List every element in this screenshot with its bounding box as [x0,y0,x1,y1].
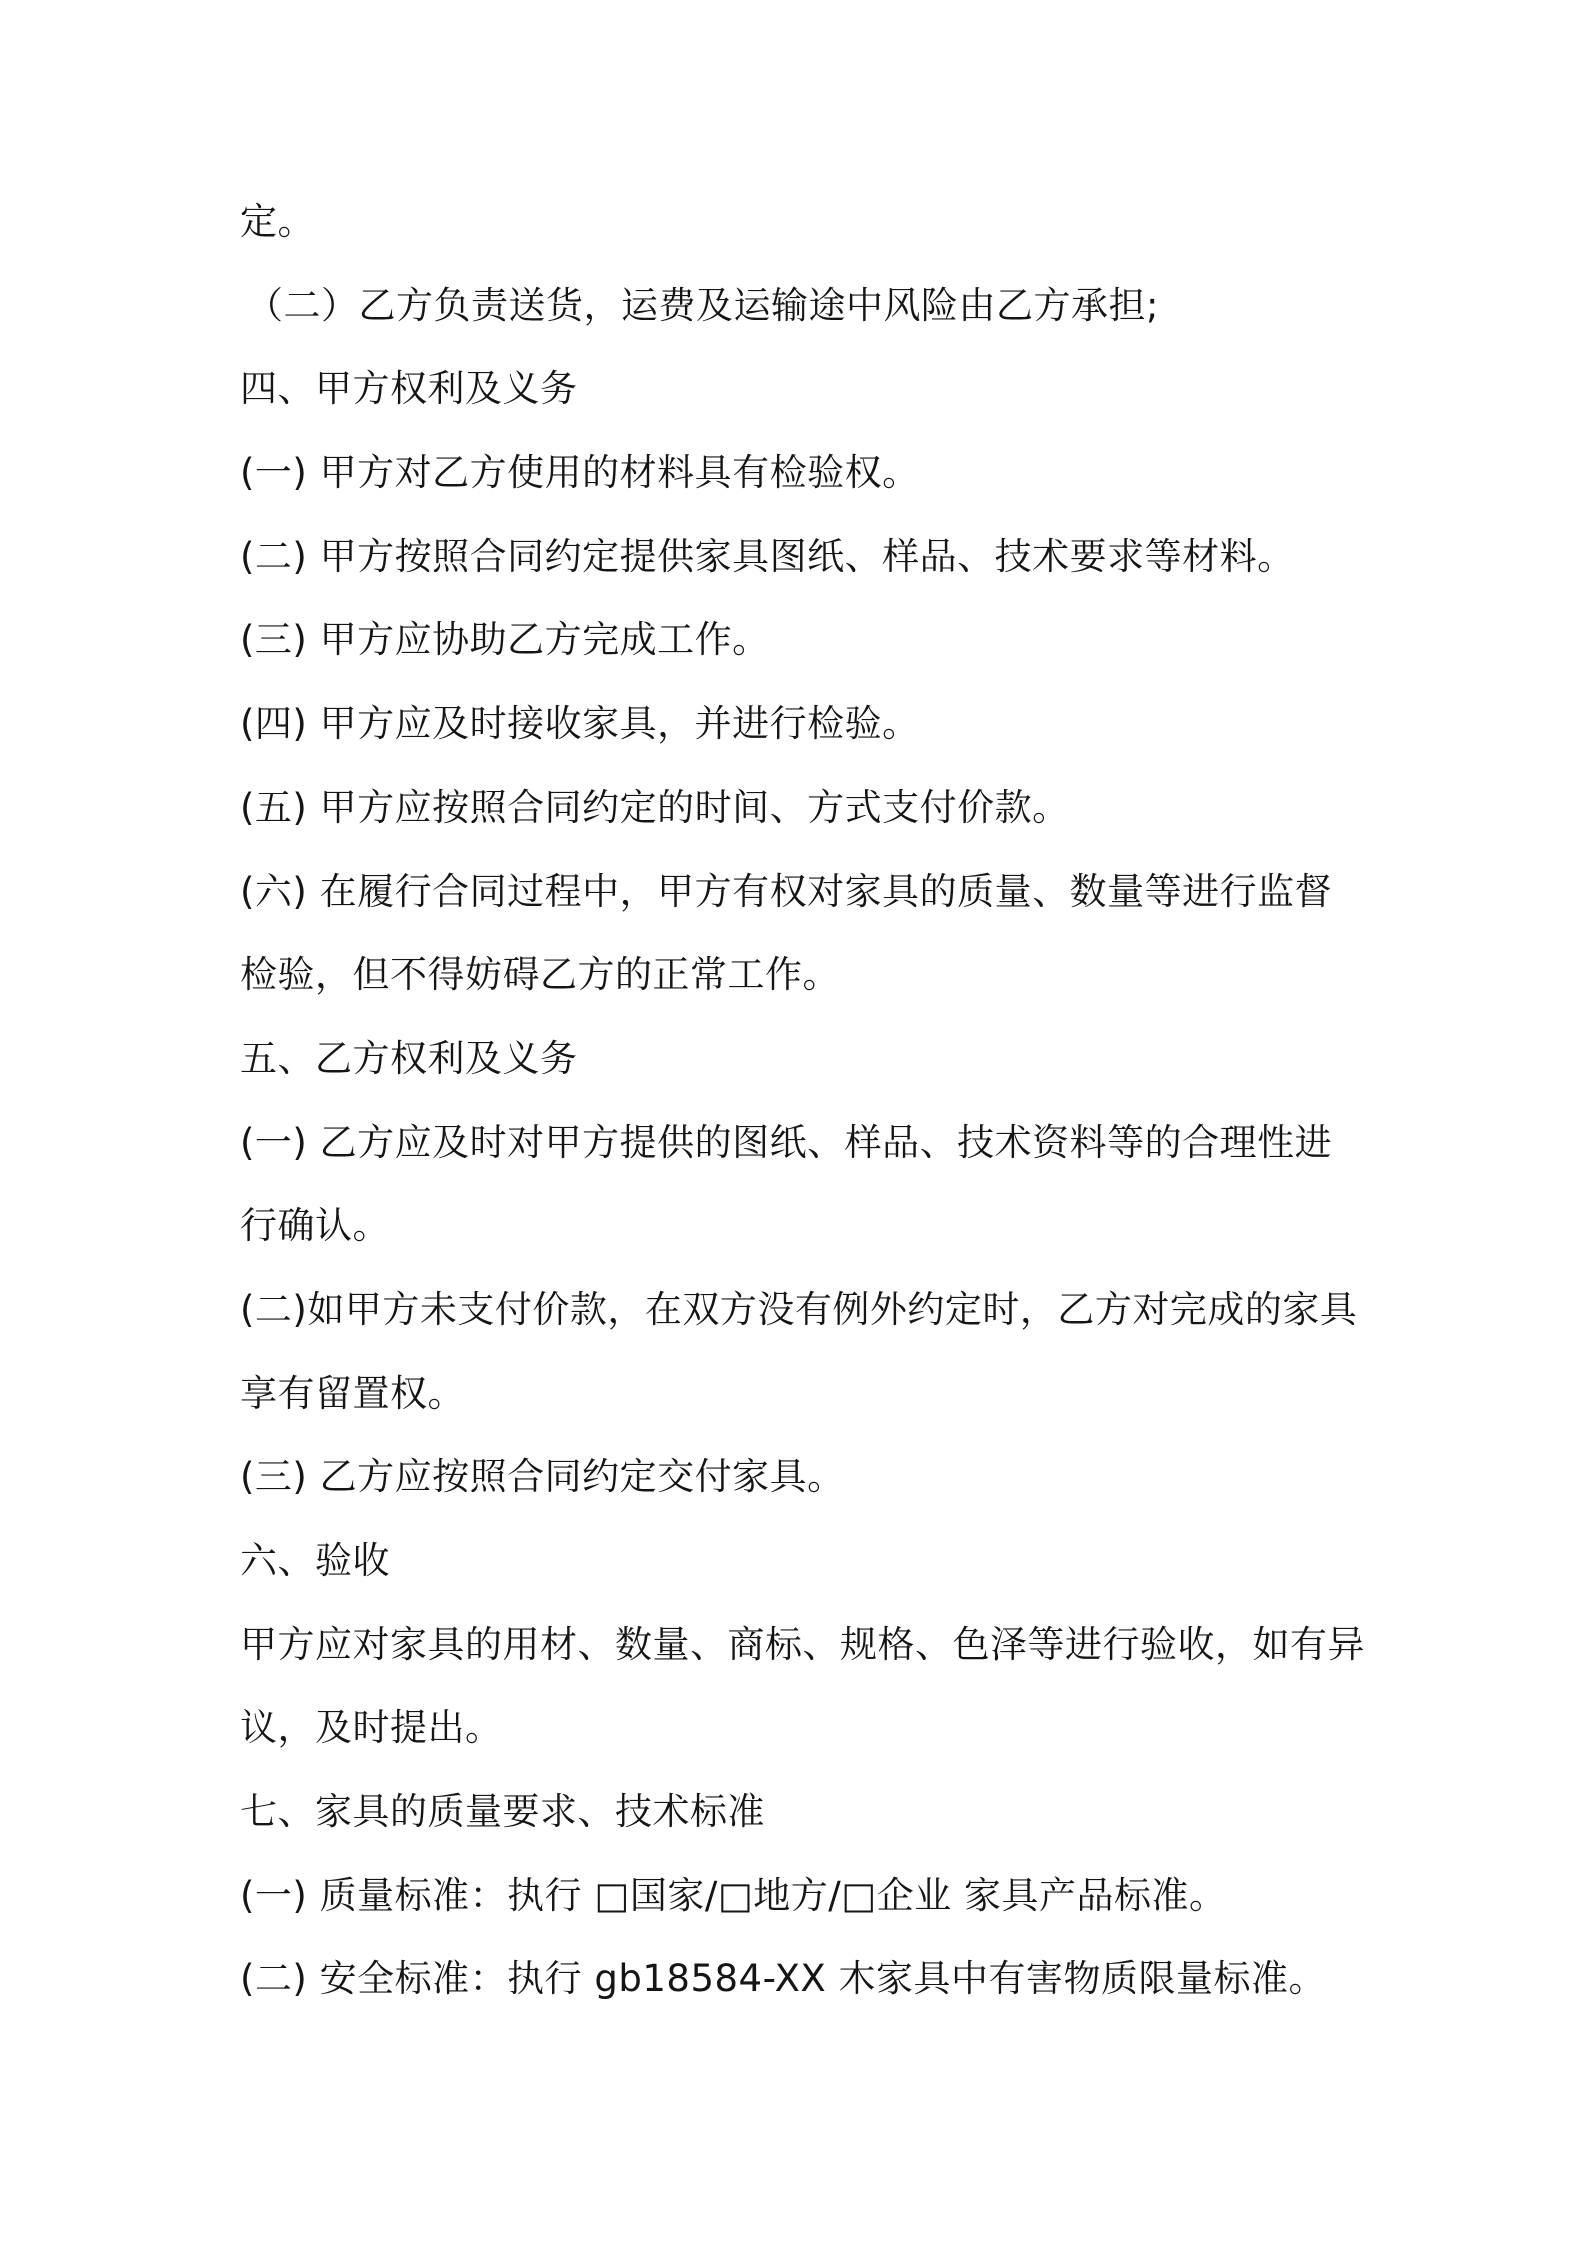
text-line: 检验，但不得妨碍乙方的正常工作。 [240,953,840,997]
text-line: (三) 乙方应按照合同约定交付家具。 [240,1455,845,1499]
text-line: 定。 [240,200,315,243]
text-line: (四) 甲方应及时接收家具，并进行检验。 [240,702,920,746]
section-heading: 四、甲方权利及义务 [240,367,578,411]
text-line: (一) 乙方应及时对甲方提供的图纸、样品、技术资料等的合理性进 [240,1120,1333,1164]
text-line: 享有留置权。 [240,1371,465,1415]
text-line: 甲方应对家具的用材、数量、商标、规格、色泽等进行验收，如有异 [240,1622,1365,1666]
text-line: (一) 质量标准：执行 □国家/□地方/□企业 家具产品标准。 [240,1873,1227,1917]
text-line: (二)如甲方未支付价款，在双方没有例外约定时，乙方对完成的家具 [240,1287,1358,1331]
text-line: 议，及时提出。 [240,1706,503,1750]
text-line: (五) 甲方应按照合同约定的时间、方式支付价款。 [240,785,1070,829]
section-heading: 七、家具的质量要求、技术标准 [240,1790,765,1834]
text-line: (三) 甲方应协助乙方完成工作。 [240,618,770,662]
document-body [240,197,1365,2038]
text-line: (六) 在履行合同过程中，甲方有权对家具的质量、数量等进行监督 [240,869,1333,913]
section-heading: 六、验收 [240,1539,390,1582]
section-heading: 五、乙方权利及义务 [240,1036,578,1080]
text-line: （二）乙方负责送货，运费及运输途中风险由乙方承担; [246,283,1159,327]
text-line: (二) 甲方按照合同约定提供家具图纸、样品、技术要求等材料。 [240,534,1295,578]
text-line: (二) 安全标准：执行 gb18584-XX 木家具中有害物质限量标准。 [240,1957,1327,2001]
text-line: (一) 甲方对乙方使用的材料具有检验权。 [240,451,920,495]
text-line: 行确认。 [240,1204,390,1248]
